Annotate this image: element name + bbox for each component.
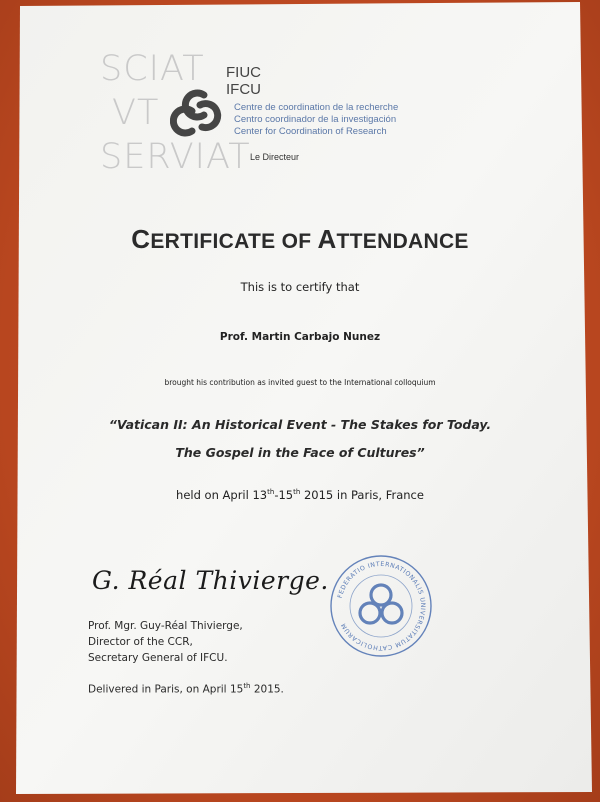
held-prefix: held on April 13	[176, 488, 268, 502]
motto-line-3: SERVIAT	[100, 137, 251, 177]
event-title-line-2: The Gospel in the Face of Cultures”	[175, 445, 425, 460]
official-seal-stamp	[327, 552, 435, 660]
delivered-line	[88, 682, 284, 696]
title-initial-c: C	[131, 224, 151, 254]
ifcu-logo-icon	[170, 85, 226, 141]
delivered-sup: th	[243, 682, 251, 690]
held-sup-1: th	[267, 488, 275, 497]
org-acronym-fiuc: FIUC	[226, 64, 261, 81]
org-acronyms	[226, 64, 261, 98]
org-acronym-ifcu: IFCU	[226, 81, 261, 98]
contribution-line: brought his contribution as invited guest to the International colloquium	[164, 378, 436, 387]
title-part-1: ERTIFICATE OF	[150, 230, 318, 253]
signatory-name: Prof. Mgr. Guy-Réal Thivierge,	[88, 620, 243, 632]
org-name-fr: Centre de coordination de la recherche	[234, 102, 399, 113]
signatory-title-1: Director of the CCR,	[88, 636, 193, 648]
held-mid: -15	[274, 488, 294, 502]
held-suffix: 2015 in Paris, France	[300, 488, 424, 502]
signatory-title-2: Secretary General of IFCU.	[88, 652, 228, 664]
org-name-en: Center for Coordination of Research	[234, 126, 387, 137]
seal-emblem-icon	[360, 585, 402, 623]
delivered-prefix: Delivered in Paris, on April 15	[88, 683, 244, 696]
held-line	[0, 488, 600, 502]
event-title-line-1: “Vatican II: An Historical Event - The Stakes for Today.	[108, 417, 492, 432]
directeur-label: Le Directeur	[250, 152, 300, 162]
motto-line-2: VT	[112, 93, 160, 133]
certificate-title	[0, 224, 600, 255]
held-sup-2: th	[293, 488, 301, 497]
title-part-2: TTENDANCE	[336, 230, 469, 253]
certify-line: This is to certify that	[240, 280, 360, 294]
recipient-name: Prof. Martin Carbajo Nunez	[219, 331, 381, 343]
motto-line-1: SCIAT	[100, 49, 205, 89]
delivered-suffix: 2015.	[250, 683, 284, 696]
title-initial-a: A	[317, 224, 337, 254]
seal-text: FEDERATIO INTERNATIONALIS UNIVERSITATUM CATHOLICARUM	[336, 560, 427, 652]
org-name-es: Centro coordinador de la investigación	[234, 114, 397, 125]
handwritten-signature: G. Réal Thivierge.	[92, 566, 329, 595]
